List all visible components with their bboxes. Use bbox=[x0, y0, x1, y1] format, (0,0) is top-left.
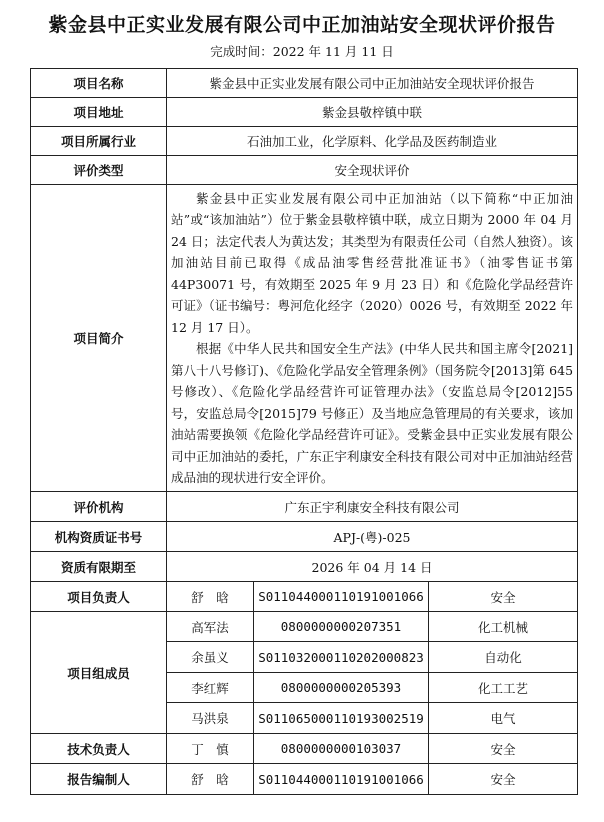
team-member-specialty: 自动化 bbox=[429, 642, 578, 673]
team-member-cert: S011065000110193002519 bbox=[254, 703, 429, 734]
project-leader-cert: S011044000110191001066 bbox=[254, 582, 429, 612]
team-member-cert: 0800000000205393 bbox=[254, 673, 429, 703]
tech-leader-label: 技术负责人 bbox=[31, 734, 167, 764]
row-eval-type bbox=[31, 156, 578, 185]
eval-type-value: 安全现状评价 bbox=[167, 156, 578, 185]
project-name-value: 紫金县中正实业发展有限公司中正加油站安全现状评价报告 bbox=[167, 69, 578, 98]
team-member-cert: S011032000110202000823 bbox=[254, 642, 429, 673]
validity-label: 资质有限期至 bbox=[31, 552, 167, 582]
row-industry bbox=[31, 127, 578, 156]
industry-value: 石油加工业，化学原料、化学品及医药制造业 bbox=[167, 127, 578, 156]
project-leader-name: 舒 晗 bbox=[167, 582, 254, 612]
team-member-specialty: 化工机械 bbox=[429, 612, 578, 642]
cert-no-label: 机构资质证书号 bbox=[31, 522, 167, 552]
team-member-name: 余虽义 bbox=[167, 642, 254, 673]
project-name-label: 项目名称 bbox=[31, 69, 167, 98]
team-member-cert: 0800000000207351 bbox=[254, 612, 429, 642]
intro-paragraph-2: 根据《中华人民共和国安全生产法》(中华人民共和国主席令[2021]第八十八号修订)、《危险化学品安全管理条例》（国务院令[2013]第 645 号修改）、《危险化学品经营许可证管理办法》（安监总局令[2012]55 号，安监总局令[2015]79 号修正）及当地应急管理局的有关要求，该加油站需要换领《危险化学品经营许可证》。受紫金县中正实业发展有限公司中正加油站的委托，广东正宇利康安全科技有限公司对中正加油站经营成品油的现状进行安全评价。 bbox=[171, 341, 574, 485]
tech-leader-name: 丁 慎 bbox=[167, 734, 254, 764]
intro-paragraph-1: 紫金县中正实业发展有限公司中正加油站（以下简称“中正加油站”或“该加油站”）位于紫金县敬梓镇中联，成立日期为 2000 年 04 月 24 日；法定代表人为黄达发；其类型为有限责任公司（自然人独资）。该加油站目前已取得《成品油零售经营批准证书》（油零售证书第 44P30071 号，有效期至 2025 年 9 月 23 日）和《危险化学品经营许可证》（证书编号：粤河危化经字（2020）0026 号，有效期至 2022 年 12 月 17 日）。 bbox=[171, 190, 574, 335]
eval-org-label: 评价机构 bbox=[31, 492, 167, 522]
row-report-author bbox=[31, 764, 578, 795]
team-member-name: 马洪泉 bbox=[167, 703, 254, 734]
report-author-label: 报告编制人 bbox=[31, 764, 167, 795]
team-member-row bbox=[31, 612, 578, 642]
project-intro-content bbox=[167, 185, 578, 492]
row-project-leader bbox=[31, 582, 578, 612]
team-label: 项目组成员 bbox=[31, 612, 167, 734]
row-project-address bbox=[31, 98, 578, 127]
cert-no-value: APJ-(粤)-025 bbox=[167, 522, 578, 552]
report-author-name: 舒 晗 bbox=[167, 764, 254, 795]
team-member-name: 李红辉 bbox=[167, 673, 254, 703]
report-title: 紫金县中正实业发展有限公司中正加油站安全现状评价报告 bbox=[48, 14, 556, 36]
row-cert-no bbox=[31, 522, 578, 552]
project-leader-label: 项目负责人 bbox=[31, 582, 167, 612]
row-project-intro bbox=[31, 185, 578, 492]
report-author-cert: S011044000110191001066 bbox=[254, 764, 429, 795]
tech-leader-specialty: 安全 bbox=[429, 734, 578, 764]
project-leader-specialty: 安全 bbox=[429, 582, 578, 612]
completion-date: 完成时间：2022 年 11 月 11 日 bbox=[210, 44, 394, 59]
team-member-name: 高军法 bbox=[167, 612, 254, 642]
team-member-specialty: 化工工艺 bbox=[429, 673, 578, 703]
eval-org-value: 广东正宇利康安全科技有限公司 bbox=[167, 492, 578, 522]
project-address-value: 紫金县敬梓镇中联 bbox=[167, 98, 578, 127]
eval-type-label: 评价类型 bbox=[31, 156, 167, 185]
report-info-table bbox=[30, 68, 578, 795]
report-author-specialty: 安全 bbox=[429, 764, 578, 795]
project-intro-label: 项目简介 bbox=[31, 185, 167, 492]
project-address-label: 项目地址 bbox=[31, 98, 167, 127]
row-project-name bbox=[31, 69, 578, 98]
validity-value: 2026 年 04 月 14 日 bbox=[167, 552, 578, 582]
row-eval-org bbox=[31, 492, 578, 522]
row-validity bbox=[31, 552, 578, 582]
team-member-specialty: 电气 bbox=[429, 703, 578, 734]
row-tech-leader bbox=[31, 734, 578, 764]
tech-leader-cert: 0800000000103037 bbox=[254, 734, 429, 764]
industry-label: 项目所属行业 bbox=[31, 127, 167, 156]
